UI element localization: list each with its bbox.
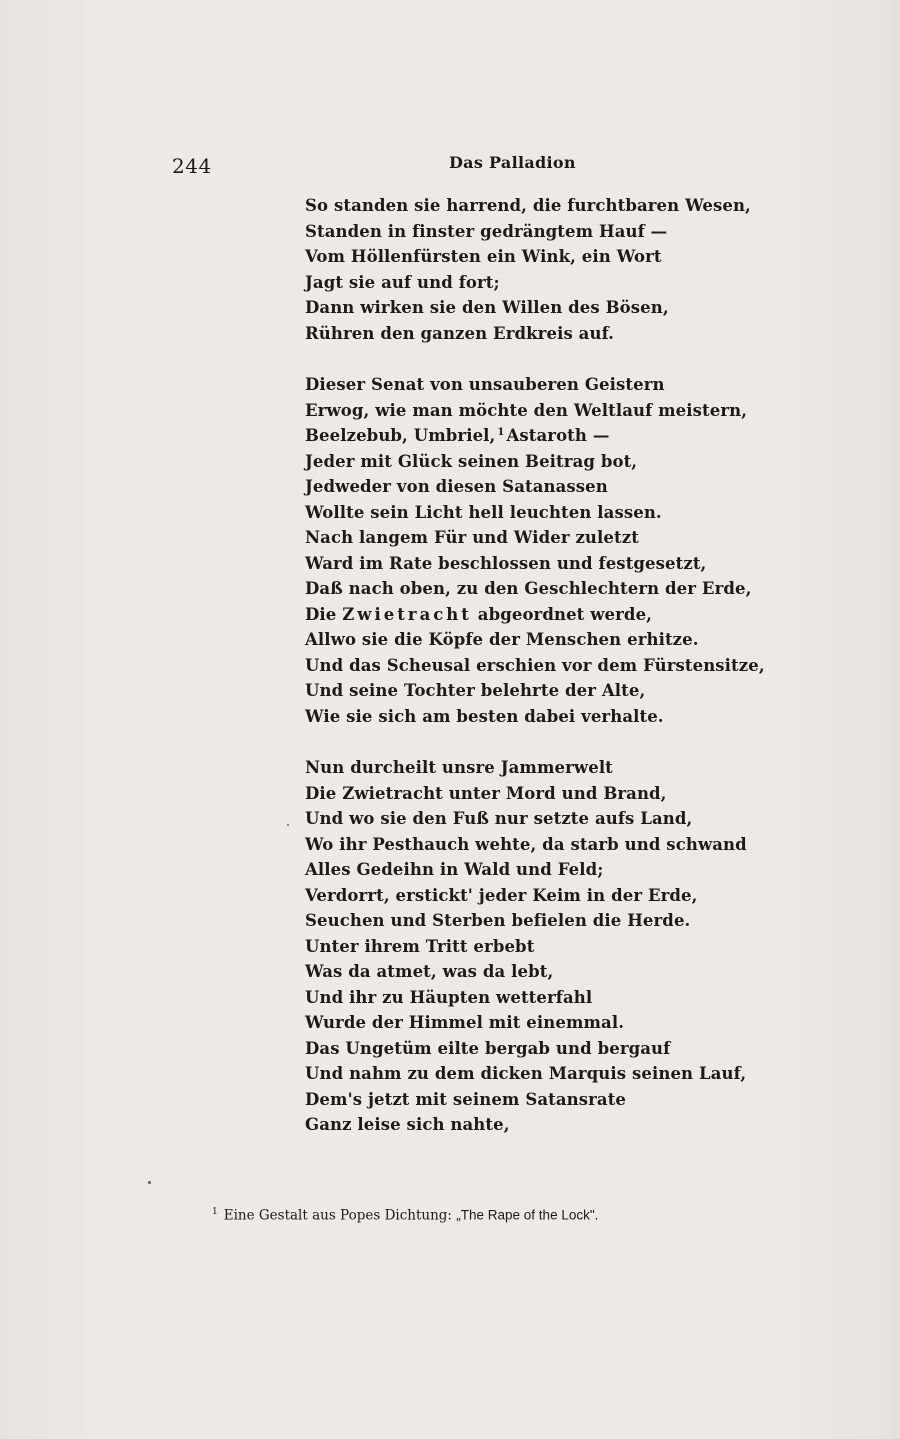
poem-line: Allwo sie die Köpfe der Menschen erhitze. (305, 630, 699, 649)
line-text: abgeordnet werde, (477, 604, 653, 624)
poem-line: Und wo sie den Fuß nur setzte aufs Land, (305, 809, 693, 828)
poem-line: Und ihr zu Häupten wetterfahl (305, 987, 593, 1007)
poem-line: Unter ihrem Tritt erbebt (305, 936, 535, 956)
poem-line: Jagt sie auf und fort; (305, 272, 500, 292)
stanza-3 (305, 755, 747, 1138)
poem-line: Seuchen und Sterben befielen die Herde. (305, 911, 691, 930)
line-text: Beelzebub, Umbriel, (305, 426, 496, 445)
footnote-text: Eine Gestalt aus Popes Dichtung: (223, 1207, 452, 1224)
poem-line: Die Zwietracht unter Mord und Brand, (305, 783, 667, 803)
poem-line: Dem's jetzt mit seinem Satansrate (305, 1089, 627, 1109)
poem-line: Und das Scheusal erschien vor dem Fürstensitze, (305, 655, 765, 675)
emphasized-word: Zwietracht (342, 604, 472, 624)
footnote (212, 1207, 598, 1224)
poem-line: Standen in finster gedrängtem Hauf — (305, 221, 668, 241)
poem-line-with-footnote-ref (305, 423, 725, 449)
poem-line: Wo ihr Pesthauch wehte, da starb und schwand (305, 834, 747, 854)
poem (305, 193, 765, 1164)
poem-line: Was da atmet, was da lebt, (305, 962, 554, 981)
print-speck (148, 1181, 151, 1184)
poem-line: Jedweder von diesen Satanassen (305, 477, 608, 496)
poem-line: Wollte sein Licht hell leuchten lassen. (305, 502, 662, 522)
footnote-reference: 1 (497, 426, 505, 438)
poem-line: Jeder mit Glück seinen Beitrag bot, (305, 451, 638, 471)
stanza-2 (305, 372, 765, 729)
poem-line: Nach langem Für und Wider zuletzt (305, 528, 639, 547)
stanza-1 (305, 193, 751, 346)
poem-line: Das Ungetüm eilte bergab und bergauf (305, 1038, 671, 1058)
poem-line: Alles Gedeihn in Wald und Feld; (305, 860, 604, 879)
poem-line: Und nahm zu dem dicken Marquis seinen Lauf, (305, 1064, 747, 1083)
poem-line: Wie sie sich am besten dabei verhalte. (305, 706, 664, 726)
poem-line: Dann wirken sie den Willen des Bösen, (305, 298, 669, 317)
page-number: 244 (172, 154, 212, 178)
poem-line-with-spaced-word (305, 602, 725, 628)
footnote-quote: „The Rape of the Lock". (456, 1207, 599, 1223)
line-text: Die (305, 604, 337, 624)
poem-line: Rühren den ganzen Erdkreis auf. (305, 323, 615, 343)
poem-line: Ward im Rate beschlossen und festgesetzt, (305, 553, 707, 573)
poem-line: Ganz leise sich nahte, (305, 1115, 510, 1134)
poem-line: Dieser Senat von unsauberen Geistern (305, 375, 665, 394)
poem-line: So standen sie harrend, die furchtbaren Wesen, (305, 196, 751, 215)
line-text: Astaroth — (506, 426, 610, 445)
poem-line: Erwog, wie man möchte den Weltlauf meistern, (305, 400, 748, 420)
poem-line: Daß nach oben, zu den Geschlechtern der Erde, (305, 579, 752, 598)
poem-line: Nun durcheilt unsre Jammerwelt (305, 758, 613, 777)
print-speck (287, 824, 289, 826)
footnote-marker: 1 (212, 1207, 218, 1217)
poem-line: Verdorrt, erstickt' jeder Keim in der Erde, (305, 885, 698, 905)
poem-line: Wurde der Himmel mit einemmal. (305, 1013, 625, 1032)
poem-line: Vom Höllenfürsten ein Wink, ein Wort (305, 247, 662, 266)
poem-line: Und seine Tochter belehrte der Alte, (305, 681, 646, 700)
running-title: Das Palladion (449, 153, 576, 172)
